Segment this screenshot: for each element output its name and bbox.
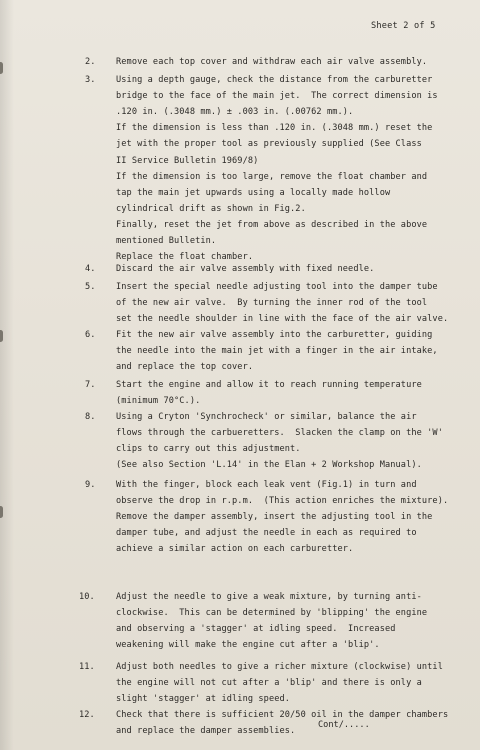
step-text-line: the needle into the main jet with a finger in the air intake, [116, 346, 438, 357]
step-text-line: Check that there is sufficient 20/50 oil in the damper chambers [116, 710, 449, 720]
step-number: 9. [85, 480, 96, 490]
step-number: 4. [85, 264, 96, 274]
step-text-line: Using a depth gauge, check the distance from the carburetter [116, 75, 433, 85]
step-text-line: and replace the damper assemblies. [116, 726, 296, 737]
step-text-line: Using a Cryton 'Synchrocheck' or similar, balance the air [116, 412, 417, 422]
step-text-line: Discard the air valve assembly with fixed needle. [116, 264, 375, 274]
step-text-line: and replace the top cover. [116, 362, 254, 373]
step-text-line: achieve a similar action on each carburetter. [116, 544, 354, 555]
step-text-line: (minimum 70°C.). [116, 396, 201, 407]
step-number: 7. [85, 380, 96, 390]
step-text-line: II Service Bulletin 1969/8) [116, 155, 259, 166]
step-text-line: mentioned Bulletin. [116, 236, 217, 246]
step-text-line: jet with the proper tool as previously supplied (See Class [116, 139, 422, 150]
step-text-line: Replace the float chamber. [116, 252, 254, 263]
step-text-line: If the dimension is too large, remove the float chamber and [116, 171, 428, 182]
step-number: 12. [79, 710, 95, 720]
step-text-line: set the needle shoulder in line with the face of the air valve. [116, 314, 449, 325]
step-text-line: and observing a 'stagger' at idling speed. Increased [116, 624, 396, 635]
step-number: 10. [79, 592, 95, 602]
step-text-line: Remove each top cover and withdraw each air valve assembly. [116, 57, 428, 67]
step-text-line: of the new air valve. By turning the inner rod of the tool [116, 298, 428, 309]
step-number: 5. [85, 282, 96, 292]
step-text-line: (See also Section 'L.14' in the Elan + 2 Workshop Manual). [116, 460, 422, 471]
step-text-line: With the finger, block each leak vent (Fig.1) in turn and [116, 480, 417, 490]
step-text-line: Insert the special needle adjusting tool into the damper tube [116, 282, 438, 292]
step-number: 2. [85, 57, 96, 67]
step-number: 6. [85, 330, 96, 340]
step-text-line: Start the engine and allow it to reach running temperature [116, 380, 422, 390]
step-text-line: bridge to the face of the main jet. The correct dimension is [116, 91, 438, 102]
step-text-line: clockwise. This can be determined by 'blipping' the engine [116, 608, 428, 619]
step-text-line: clips to carry out this adjustment. [116, 444, 301, 455]
step-text-line: slight 'stagger' at idling speed. [116, 694, 291, 705]
step-text-line: Finally, reset the jet from above as described in the above [116, 219, 428, 230]
step-text-line: damper tube, and adjust the needle in each as required to [116, 528, 417, 539]
step-text-line: tap the main jet upwards using a locally made hollow [116, 187, 391, 198]
step-number: 8. [85, 412, 96, 422]
sheet-number: Sheet 2 of 5 [371, 21, 436, 31]
step-text-line: observe the drop in r.p.m. (This action enriches the mixture). [116, 496, 449, 507]
step-number: 11. [79, 662, 95, 672]
step-text-line: Adjust both needles to give a richer mixture (clockwise) until [116, 662, 443, 672]
step-text-line: the engine will not cut after a 'blip' and there is only a [116, 678, 422, 689]
step-text-line: flows through the carbueretters. Slacken the clamp on the 'W' [116, 428, 443, 439]
continuation-mark: Cont/..... [318, 720, 370, 730]
step-text-line: weakening will make the engine cut after a 'blip'. [116, 640, 380, 651]
step-number: 3. [85, 75, 96, 85]
step-text-line: Adjust the needle to give a weak mixture, by turning anti- [116, 592, 422, 602]
step-text-line: Remove the damper assembly, insert the adjusting tool in the [116, 512, 433, 523]
step-text-line: cylindrical drift as shown in Fig.2. [116, 203, 306, 214]
step-text-line: Fit the new air valve assembly into the carburetter, guiding [116, 330, 433, 340]
step-text-line: .120 in. (.3048 mm.) ± .003 in. (.00762 mm.). [116, 107, 354, 118]
step-text-line: If the dimension is less than .120 in. (.3048 mm.) reset the [116, 123, 433, 134]
